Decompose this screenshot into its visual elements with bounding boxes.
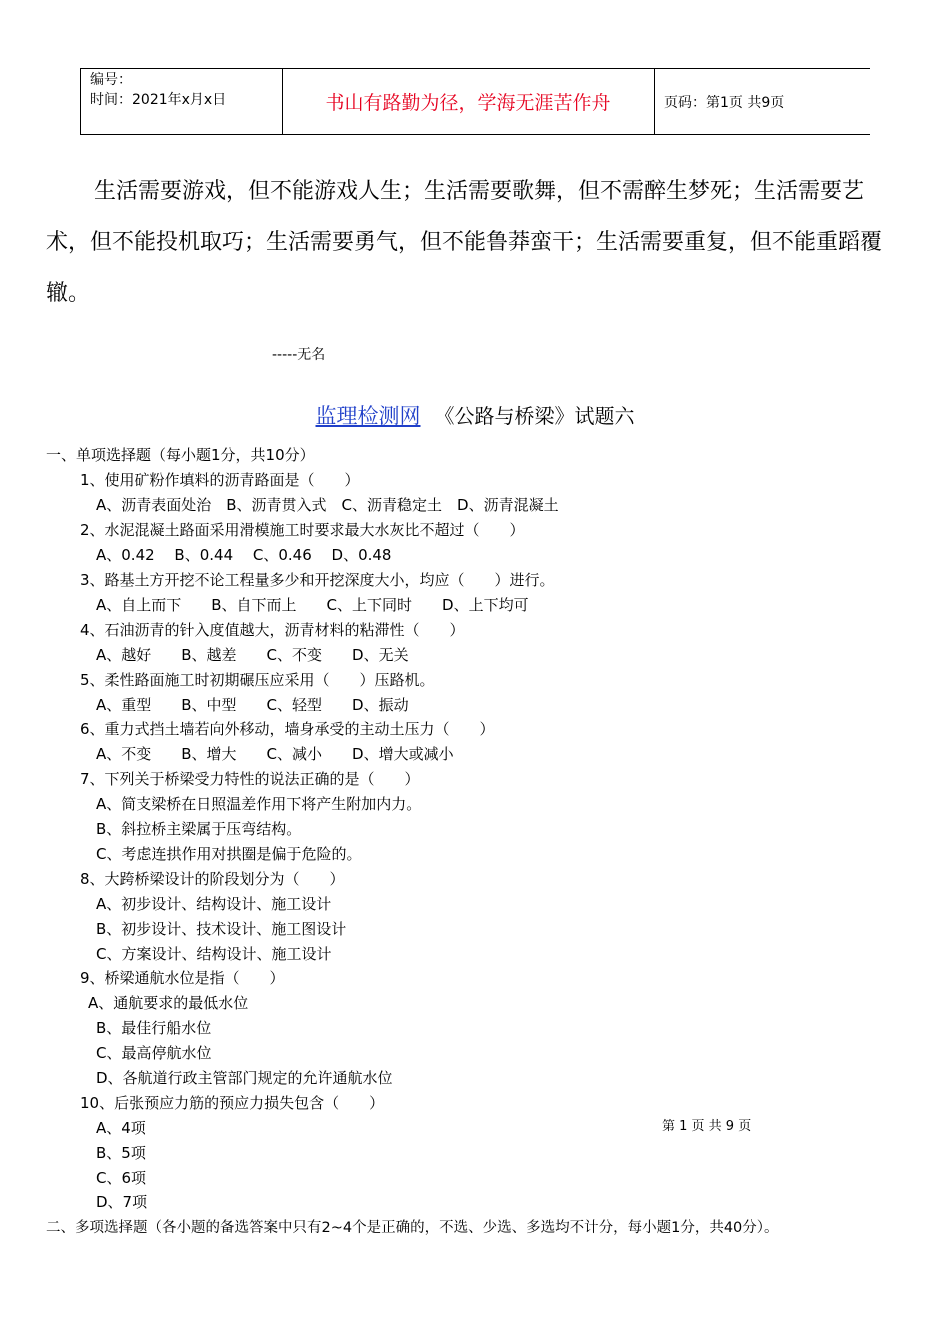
option: A、0.42 B、0.44 C、0.46 D、0.48: [96, 546, 392, 564]
question: 5、柔性路面施工时初期碾压应采用（ ）压路机。: [80, 671, 435, 689]
option: A、重型 B、中型 C、轻型 D、振动: [96, 696, 409, 714]
option: A、4项: [96, 1119, 146, 1137]
option: B、5项: [96, 1144, 146, 1162]
option: B、初步设计、技术设计、施工图设计: [96, 920, 347, 938]
header-divider-2: [654, 68, 655, 135]
option: A、沥青表面处治 B、沥青贯入式 C、沥青稳定土 D、沥青混凝土: [96, 496, 559, 514]
header-divider-left: [80, 68, 81, 135]
option: A、简支梁桥在日照温差作用下将产生附加内力。: [96, 795, 422, 813]
section-heading: 二、多项选择题（各小题的备选答案中只有2~4个是正确的，不选、少选、多选均不计分，每小题1分，共40分）。: [46, 1220, 779, 1236]
question: 8、大跨桥梁设计的阶段划分为（ ）: [80, 870, 345, 888]
option: A、初步设计、结构设计、施工设计: [96, 895, 332, 913]
page-footer: 第 1 页 共 9 页: [662, 1119, 752, 1134]
quote-author: -----无名: [272, 347, 326, 363]
header-meta: [90, 70, 226, 110]
option: D、各航道行政主管部门规定的允许通航水位: [96, 1069, 393, 1087]
option: B、最佳行船水位: [96, 1019, 212, 1037]
option: A、越好 B、越差 C、不变 D、无关: [96, 646, 409, 664]
option: A、自上而下 B、自下而上 C、上下同时 D、上下均可: [96, 596, 529, 614]
page-label: 页码：第1页 共9页: [664, 94, 785, 111]
question: 2、水泥混凝土路面采用滑模施工时要求最大水灰比不超过（ ）: [80, 521, 525, 539]
exam-title: [0, 400, 950, 430]
number-label: 编号：: [90, 72, 132, 88]
question: 6、重力式挡土墙若向外移动，墙身承受的主动土压力（ ）: [80, 720, 495, 738]
option: C、考虑连拱作用对拱圈是偏于危险的。: [96, 845, 362, 863]
motto: 书山有路勤为径，学海无涯苦作舟: [325, 92, 611, 114]
site-link[interactable]: 监理检测网: [315, 404, 421, 428]
option: C、6项: [96, 1169, 147, 1187]
date-label: 时间：2021年x月x日: [90, 92, 227, 108]
option: A、通航要求的最低水位: [88, 994, 249, 1012]
option: A、不变 B、增大 C、减小 D、增大或减小: [96, 745, 454, 763]
option: C、最高停航水位: [96, 1044, 212, 1062]
option: D、7项: [96, 1193, 148, 1211]
quote-text: 生活需要游戏，但不能游戏人生；生活需要歌舞，但不需醉生梦死；生活需要艺术，但不能投机取巧；生活需要勇气，但不能鲁莽蛮干；生活需要重复，但不能重蹈覆辙。: [46, 179, 883, 306]
header-table: [80, 68, 870, 135]
question: 7、下列关于桥梁受力特性的说法正确的是（ ）: [80, 770, 420, 788]
question: 10、后张预应力筋的预应力损失包含（ ）: [80, 1094, 385, 1112]
option: C、方案设计、结构设计、施工设计: [96, 945, 332, 963]
question: 1、使用矿粉作填料的沥青路面是（ ）: [80, 471, 360, 489]
question: 4、石油沥青的针入度值越大，沥青材料的粘滞性（ ）: [80, 621, 465, 639]
title-text: 《公路与桥梁》试题六: [434, 404, 635, 428]
question: 3、路基土方开挖不论工程量多少和开挖深度大小，均应（ ）进行。: [80, 571, 555, 589]
question: 9、桥梁通航水位是指（ ）: [80, 969, 285, 987]
section-heading: 一、单项选择题（每小题1分，共10分）: [46, 446, 315, 464]
option: B、斜拉桥主梁属于压弯结构。: [96, 820, 302, 838]
